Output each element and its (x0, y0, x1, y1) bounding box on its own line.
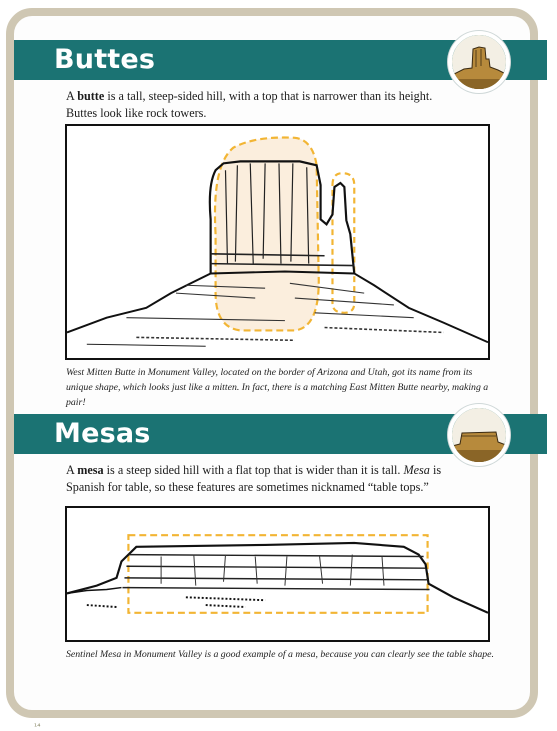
butte-icon (448, 31, 510, 93)
buttes-title: Buttes (54, 44, 156, 75)
buttes-caption: West Mitten Butte in Monument Valley, located on the border of Arizona and Utah, got its name from its unique shape, which looks just like a mitten. In fact, there is a matching East Mitten Butte nearby, making a pair! (66, 367, 489, 408)
mesas-title: Mesas (54, 418, 151, 449)
mesa-term: mesa (77, 463, 104, 477)
mesa-illustration (65, 506, 490, 642)
mesas-caption: Sentinel Mesa in Monument Valley is a good example of a mesa, because you can clearly see the table shape. (66, 649, 494, 660)
buttes-intro: A butte is a tall, steep-sided hill, with a top that is narrower than its height. Buttes look like rock towers. (66, 89, 433, 120)
butte-term: butte (77, 89, 105, 103)
mesa-term-spanish: Mesa (403, 463, 430, 477)
mesa-icon (448, 404, 510, 466)
page-number: ¹⁴ (34, 722, 41, 731)
mesas-intro: A mesa is a steep sided hill with a flat top that is wider than it is tall. Mesa is Spanish for table, so these features are sometimes nicknamed “table tops.” (66, 463, 442, 494)
butte-illustration (65, 124, 490, 360)
